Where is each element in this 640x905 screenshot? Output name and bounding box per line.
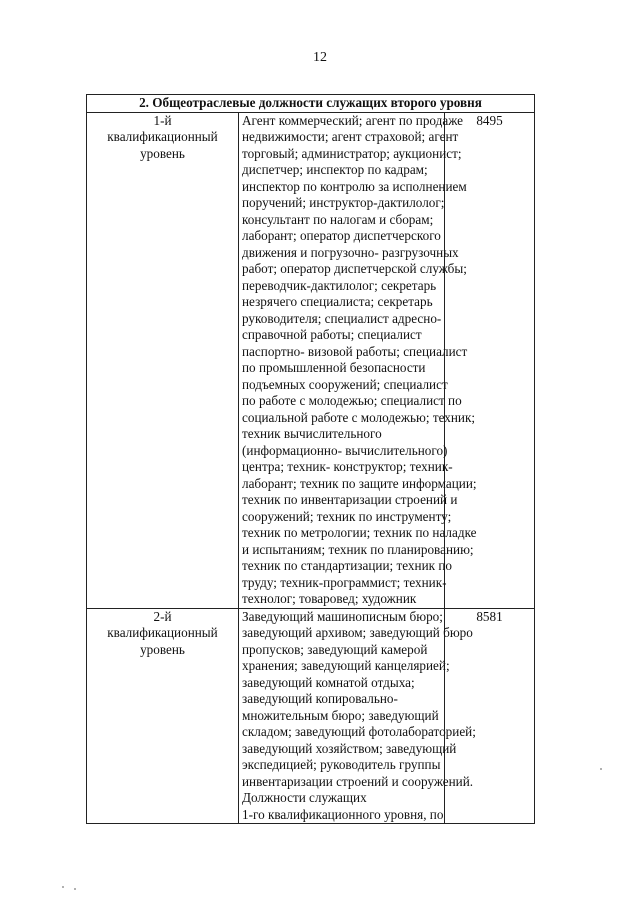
positions-line: складом; заведующий фотолабораторией; — [242, 724, 476, 739]
positions-line: диспетчер; инспектор по кадрам; — [242, 162, 428, 177]
positions-line: Заведующий машинописным бюро; — [242, 608, 443, 624]
positions-line: инвентаризации строений и сооружений. — [242, 773, 474, 789]
table-row — [87, 112, 535, 608]
positions-line: лаборант; техник по защите информации; — [242, 475, 477, 491]
positions-line: и испытаниям; техник по планированию; — [242, 541, 474, 557]
positions-line: заведующий хозяйством; заведующий — [242, 740, 457, 756]
positions-cell — [239, 608, 476, 824]
level-line: квалификационный — [107, 625, 218, 640]
level-line: квалификационный — [107, 129, 218, 144]
positions-line: (информационно- вычислительного) — [242, 442, 448, 458]
positions-line: техник по метрологии; техник по наладке — [242, 525, 477, 540]
positions-line: переводчик-дактилолог; секретарь — [242, 277, 437, 293]
page-number: 12 — [313, 50, 327, 65]
qualification-level-cell — [87, 608, 239, 824]
positions-line: инспектор по контролю за исполнением — [242, 178, 467, 194]
level-line: 2-й — [153, 608, 172, 624]
scan-speck — [74, 888, 76, 890]
salary-cell: 8495 — [445, 112, 535, 608]
positions-line: хранения; заведующий канцелярией; — [242, 658, 450, 673]
level-line: 1-й — [153, 112, 172, 128]
positions-line: руководителя; специалист адресно- — [242, 310, 442, 326]
level-line: уровень — [140, 145, 185, 161]
positions-line: подъемных сооружений; специалист — [242, 376, 448, 392]
positions-line: технолог; товаровед; художник — [242, 591, 417, 606]
qualification-level-cell — [87, 112, 239, 608]
table-row — [87, 608, 535, 824]
positions-line: паспортно- визовой работы; специалист — [242, 343, 468, 359]
positions-line: недвижимости; агент страховой; агент — [242, 129, 459, 144]
positions-line: по работе с молодежью; специалист по — [242, 393, 462, 408]
section-header-row — [87, 95, 535, 113]
positions-line: справочной работы; специалист — [242, 327, 422, 342]
positions-line: заведующий копировально- — [242, 691, 398, 706]
salary-table — [86, 94, 535, 824]
positions-line: движения и погрузочно- разгрузочных — [242, 244, 459, 260]
positions-line: заведующий комнатой отдыха; — [242, 674, 415, 690]
positions-line: техник по стандартизации; техник по — [242, 558, 452, 573]
positions-line: экспедицией; руководитель группы — [242, 757, 441, 772]
positions-line: незрячего специалиста; секретарь — [242, 294, 433, 309]
scan-speck — [62, 886, 64, 888]
positions-line: Агент коммерческий; агент по продаже — [242, 112, 463, 128]
positions-line: Должности служащих — [242, 790, 367, 805]
positions-line: консультант по налогам и сборам; — [242, 211, 434, 227]
level-line: уровень — [140, 641, 185, 657]
positions-line: техник по инвентаризации строений и — [242, 492, 458, 507]
positions-line: пропусков; заведующий камерой — [242, 641, 428, 657]
positions-line: социальной работе с молодежью; техник; — [242, 409, 476, 425]
positions-line: по промышленной безопасности — [242, 360, 426, 375]
positions-line: торговый; администратор; аукционист; — [242, 145, 462, 161]
positions-line: множительным бюро; заведующий — [242, 707, 439, 723]
salary-cell: 8581 — [445, 608, 535, 824]
positions-line: работ; оператор диспетчерской службы; — [242, 261, 467, 276]
positions-line: заведующий архивом; заведующий бюро — [242, 625, 473, 640]
positions-line: 1-го квалификационного уровня, по — [242, 806, 444, 822]
positions-line: сооружений; техник по инструменту; — [242, 508, 452, 524]
positions-line: центра; техник- конструктор; техник- — [242, 459, 453, 474]
positions-cell — [239, 112, 477, 608]
positions-line: техник вычислительного — [242, 426, 382, 441]
section-title: 2. Общеотраслевые должности служащих второго уровня — [87, 95, 535, 113]
positions-line: труду; техник-программист; техник- — [242, 574, 447, 590]
scan-speck — [600, 768, 602, 770]
positions-line: поручений; инструктор-дактилолог; — [242, 195, 445, 210]
positions-line: лаборант; оператор диспетчерского — [242, 228, 441, 243]
